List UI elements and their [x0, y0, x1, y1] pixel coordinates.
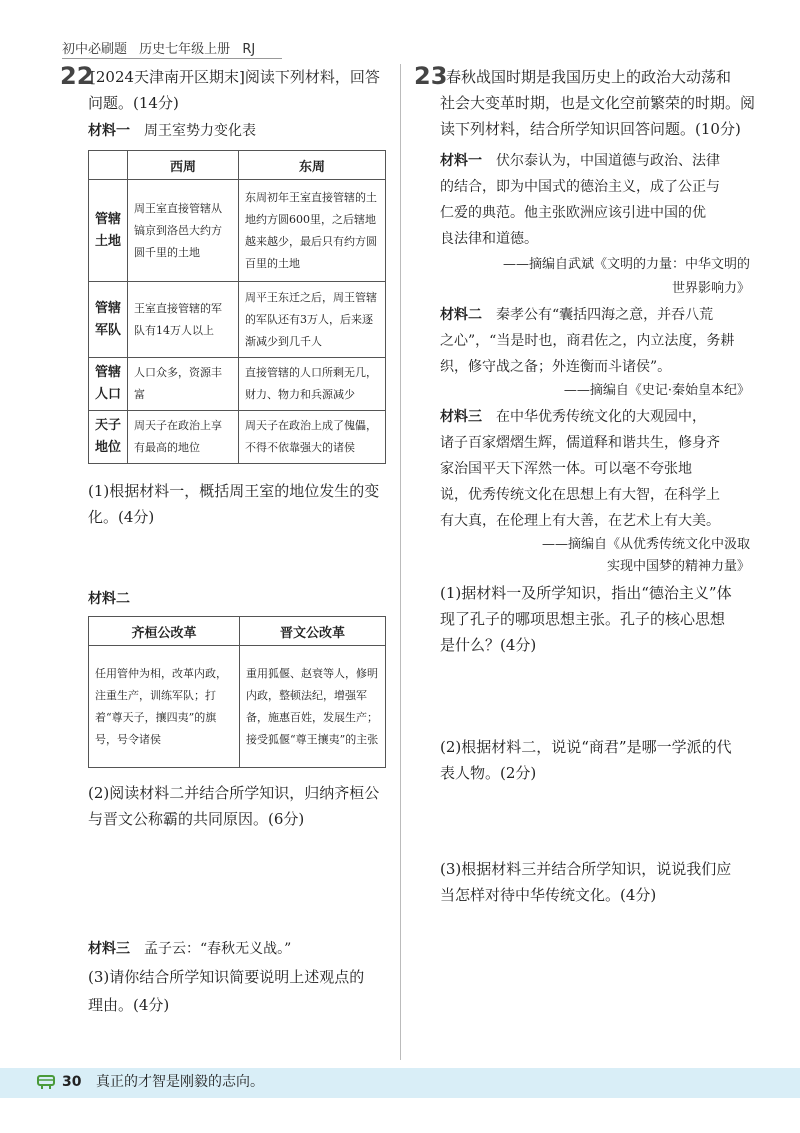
table2-col-jin: 晋文公改革 [240, 617, 386, 646]
question-22-number: 22 [60, 62, 94, 90]
q23-m1-line1-wrap [440, 150, 720, 172]
q23-m3-line3: 家治国平天下浑然一体。可以毫不夸张地 [440, 461, 692, 477]
table1-corner [89, 151, 128, 180]
q23-sub1-line3: 是什么？(4分) [440, 636, 537, 654]
column-divider [400, 64, 401, 1060]
q23-intro-line2: 社会大变革时期，也是文化空前繁荣的时期。阅 [440, 94, 756, 112]
cell-east-army: 周平王东迁之后，周王管辖的军队还有3万人，后来逐渐减少到几千人 [239, 282, 386, 358]
q23-sub3-line1: (3)根据材料三并结合所学知识，说说我们应 [440, 860, 732, 878]
q23-m3-line5: 有大真，在伦理上有大善，在艺术上有大美。 [440, 513, 720, 529]
q23-intro-line3: 读下列材料，结合所学知识回答问题。(10分) [440, 120, 741, 138]
material2-label: 材料二 [88, 591, 130, 607]
q22-sub2-line1: (2)阅读材料二并结合所学知识，归纳齐桓公 [88, 784, 380, 802]
q22-sub1-line2: 化。(4分) [88, 508, 155, 526]
q23-m3-line1-wrap [440, 406, 706, 428]
q23-sub1-line1: (1)据材料一及所学知识，指出“德治主义”体 [440, 584, 732, 602]
table1-col-west: 西周 [128, 151, 239, 180]
page-number: 30 [62, 1074, 82, 1090]
cell-east-population: 直接管辖的人口所剩无几，财力、物力和兵源减少 [239, 358, 386, 411]
q23-m3-source1: ——摘编自《从优秀传统文化中汲取 [541, 537, 750, 552]
cell-qi-reform: 任用管仲为相，改革内政，注重生产，训练军队；打着“尊天子，攘四夷”的旗号，号令诸侯 [89, 646, 240, 768]
table2-col-qi: 齐桓公改革 [89, 617, 240, 646]
question-23-number: 23 [414, 62, 448, 90]
q23-m2-line3: 织，修守战之备；外连衡而斗诸侯”。 [440, 359, 672, 375]
reform-table [88, 616, 386, 768]
material1-label: 材料一 [88, 123, 130, 139]
q23-m1-line1: 伏尔泰认为，中国道德与政治、法律 [496, 153, 720, 169]
q23-m1-line4: 良法律和道德。 [440, 231, 538, 247]
q22-intro-line1: [2024天津南开区期末]阅读下列材料，回答 [90, 68, 380, 86]
q22-material1-heading [88, 120, 256, 142]
cell-west-status: 周天子在政治上享有最高的地位 [128, 411, 239, 464]
cell-west-land: 周王室直接管辖从镐京到洛邑大约方圆千里的土地 [128, 180, 239, 282]
q23-sub1-line2: 现了孔子的哪项思想主张。孔子的核心思想 [440, 610, 726, 628]
cart-icon [36, 1072, 56, 1092]
series-name: 初中必刷题 [62, 42, 128, 57]
footer-motto: 真正的才智是刚毅的志向。 [96, 1074, 264, 1090]
q23-m2-source: ——摘编自《史记·秦始皇本纪》 [563, 383, 750, 398]
cell-east-land: 东周初年王室直接管辖的土地约方圆600里，之后辖地越来越少，最后只有约方圆百里的土地 [239, 180, 386, 282]
q22-sub1-line1: (1)根据材料一，概括周王室的地位发生的变 [88, 482, 380, 500]
row-head-land: 管辖土地 [89, 180, 128, 282]
material1-title: 周王室势力变化表 [144, 123, 256, 139]
q23-m2-line1: 秦孝公有“囊括四海之意，并吞八荒 [496, 307, 714, 323]
q23-m3-source2: 实现中国梦的精神力量》 [606, 559, 750, 574]
q23-m1-source1: ——摘编自武斌《文明的力量：中华文明的 [502, 257, 750, 272]
q22-sub2-line2: 与晋文公称霸的共同原因。(6分) [88, 810, 305, 828]
cell-west-army: 王室直接管辖的军队有14万人以上 [128, 282, 239, 358]
q23-intro-line1: 春秋战国时期是我国历史上的政治大动荡和 [446, 68, 732, 86]
q22-sub3-line1: (3)请你结合所学知识简要说明上述观点的 [88, 968, 365, 986]
q23-material2-label: 材料二 [440, 307, 482, 323]
q23-sub2-line1: (2)根据材料二，说说“商君”是哪一学派的代 [440, 738, 732, 756]
q22-sub3-line2: 理由。(4分) [88, 996, 170, 1014]
q22-material2-heading [88, 588, 144, 610]
q22-material3 [88, 938, 291, 960]
q23-sub2-line2: 表人物。(2分) [440, 764, 537, 782]
header-rule [62, 58, 282, 59]
q23-m3-line1: 在中华优秀传统文化的大观园中， [496, 409, 706, 425]
subject-name: 历史七年级上册 [139, 42, 231, 57]
q23-m3-line4: 说，优秀传统文化在思想上有大智，在科学上 [440, 487, 720, 503]
q23-material1-label: 材料一 [440, 153, 482, 169]
q23-m3-line2: 诸子百家熠熠生辉，儒道释和谐共生，修身齐 [440, 435, 720, 451]
q23-sub3-line2: 当怎样对待中华传统文化。(4分) [440, 886, 657, 904]
material3-label: 材料三 [88, 941, 130, 957]
cell-west-population: 人口众多，资源丰富 [128, 358, 239, 411]
cell-jin-reform: 重用狐偃、赵衰等人，修明内政，整顿法纪，增强军备，施惠百姓，发展生产；接受狐偃“尊王攘夷”的主张 [240, 646, 386, 768]
power-change-table [88, 150, 386, 464]
material3-text: 孟子云：“春秋无义战。” [144, 941, 292, 957]
table1-col-east: 东周 [239, 151, 386, 180]
q23-m2-line2: 之心”，“当是时也，商君佐之，内立法度，务耕 [440, 333, 735, 349]
running-header [62, 38, 263, 57]
row-head-army: 管辖军队 [89, 282, 128, 358]
row-head-status: 天子地位 [89, 411, 128, 464]
cell-east-status: 周天子在政治上成了傀儡，不得不依靠强大的诸侯 [239, 411, 386, 464]
edition: RJ [242, 42, 256, 57]
row-head-population: 管辖人口 [89, 358, 128, 411]
q23-m1-line2: 的结合，即为中国式的德治主义，成了公正与 [440, 179, 720, 195]
q23-m2-line1-wrap [440, 304, 713, 326]
q23-m1-line3: 仁爱的典范。他主张欧洲应该引进中国的优 [440, 205, 706, 221]
q23-m1-source2: 世界影响力》 [671, 281, 750, 296]
q23-material3-label: 材料三 [440, 409, 482, 425]
q22-intro-line2: 问题。(14分) [88, 94, 179, 112]
